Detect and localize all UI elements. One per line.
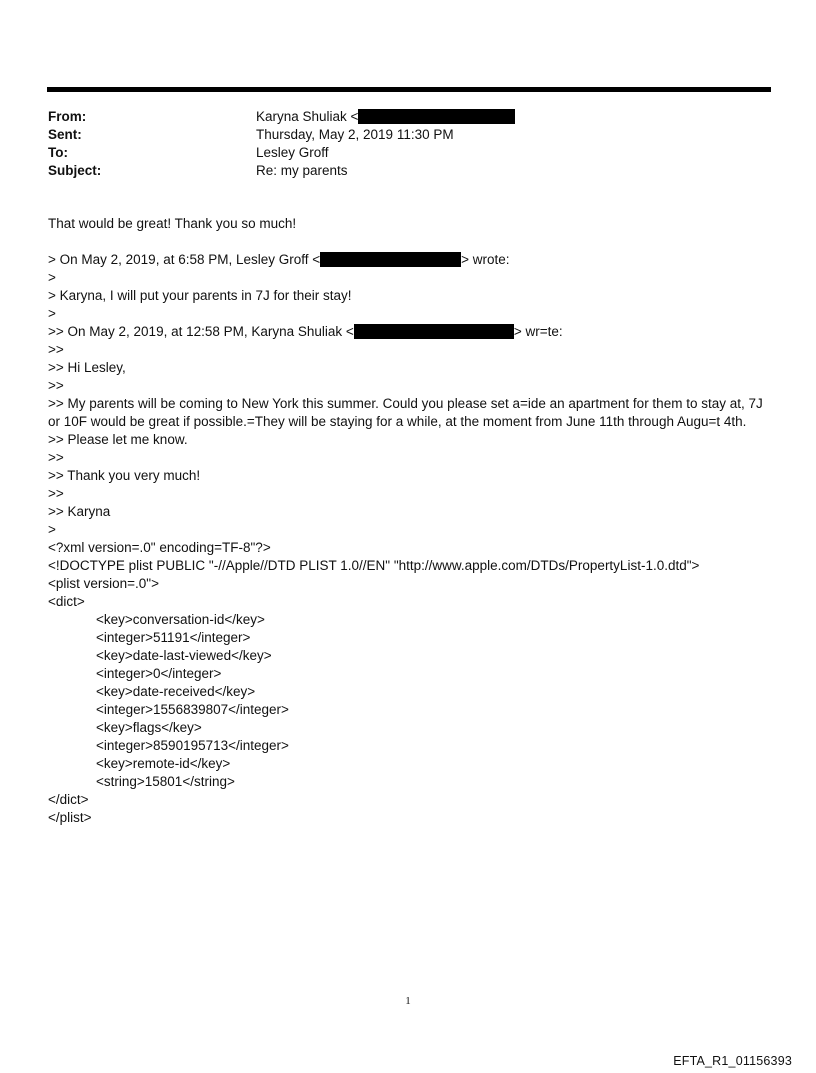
from-value bbox=[256, 108, 515, 126]
from-row bbox=[48, 108, 748, 126]
quote-paragraph: >> My parents will be coming to New York this summer. Could you please set a=ide an apartment for them to stay at, 7J or 10F would be great if possible.=They will be staying for a while, at the moment from June 11th through Augu=t 4th. bbox=[48, 396, 763, 429]
email-body bbox=[48, 215, 778, 827]
quote-header-2 bbox=[48, 323, 778, 341]
quote-line: >> Hi Lesley, bbox=[48, 360, 126, 375]
plist-entry: <key>conversation-id</key> bbox=[96, 612, 265, 627]
sent-label: Sent: bbox=[48, 127, 82, 142]
quote-header-1-end: > wrote: bbox=[461, 252, 510, 267]
sent-value: Thursday, May 2, 2019 11:30 PM bbox=[256, 127, 454, 142]
plist-open: <plist version=.0"> bbox=[48, 576, 159, 591]
plist-entry: <key>flags</key> bbox=[96, 720, 202, 735]
plist-entry: <integer>0</integer> bbox=[96, 666, 222, 681]
quote-line: >> Please let me know. bbox=[48, 432, 188, 447]
plist-entry: <integer>1556839807</integer> bbox=[96, 702, 289, 717]
subject-row bbox=[48, 162, 748, 180]
quote-line: > Karyna, I will put your parents in 7J for their stay! bbox=[48, 288, 352, 303]
plist-entry: <integer>51191</integer> bbox=[96, 630, 251, 645]
page-number: 1 bbox=[405, 995, 411, 1007]
quote-line: >> Karyna bbox=[48, 504, 111, 519]
quote-line: >> Thank you very much! bbox=[48, 468, 201, 483]
quote-line: >> bbox=[48, 486, 64, 501]
from-name: Karyna Shuliak < bbox=[256, 109, 359, 124]
quote-header-1 bbox=[48, 251, 778, 269]
quote-header-2-start: >> On May 2, 2019, at 12:58 PM, Karyna Shuliak < bbox=[48, 324, 354, 339]
sent-row bbox=[48, 126, 748, 144]
plist-xml-declaration: <?xml version=.0" encoding=TF-8"?> bbox=[48, 540, 271, 555]
to-label: To: bbox=[48, 145, 68, 160]
plist-doctype: <!DOCTYPE plist PUBLIC "-//Apple//DTD PLIST 1.0//EN" "http://www.apple.com/DTDs/PropertyList-1.0.dtd"> bbox=[48, 558, 700, 573]
from-label: From: bbox=[48, 109, 87, 124]
to-row bbox=[48, 144, 748, 162]
subject-value: Re: my parents bbox=[256, 163, 348, 178]
quote-line: > bbox=[48, 270, 56, 285]
plist-entry: <integer>8590195713</integer> bbox=[96, 738, 289, 753]
to-value: Lesley Groff bbox=[256, 145, 329, 160]
plist-entry: <key>date-last-viewed</key> bbox=[96, 648, 272, 663]
redaction-block bbox=[354, 324, 514, 339]
quote-header-1-start: > On May 2, 2019, at 6:58 PM, Lesley Groff < bbox=[48, 252, 321, 267]
header-rule bbox=[47, 87, 771, 92]
quote-header-2-end: > wr=te: bbox=[513, 324, 563, 339]
document-id: EFTA_R1_01156393 bbox=[673, 1054, 792, 1068]
dict-close: </dict> bbox=[48, 792, 89, 807]
dict-open: <dict> bbox=[48, 594, 85, 609]
quote-line: >> bbox=[48, 450, 64, 465]
plist-entry: <key>date-received</key> bbox=[96, 684, 256, 699]
spacer bbox=[48, 233, 778, 251]
email-header bbox=[48, 108, 748, 180]
plist-entry: <key>remote-id</key> bbox=[96, 756, 231, 771]
quote-line: >> bbox=[48, 342, 64, 357]
quote-line: > bbox=[48, 522, 56, 537]
subject-label: Subject: bbox=[48, 163, 102, 178]
redaction-block bbox=[358, 109, 515, 124]
reply-text: That would be great! Thank you so much! bbox=[48, 216, 297, 231]
plist-close: </plist> bbox=[48, 810, 92, 825]
quote-line: >> bbox=[48, 378, 64, 393]
redaction-block bbox=[320, 252, 461, 267]
plist-entry: <string>15801</string> bbox=[96, 774, 235, 789]
quote-line: > bbox=[48, 306, 56, 321]
